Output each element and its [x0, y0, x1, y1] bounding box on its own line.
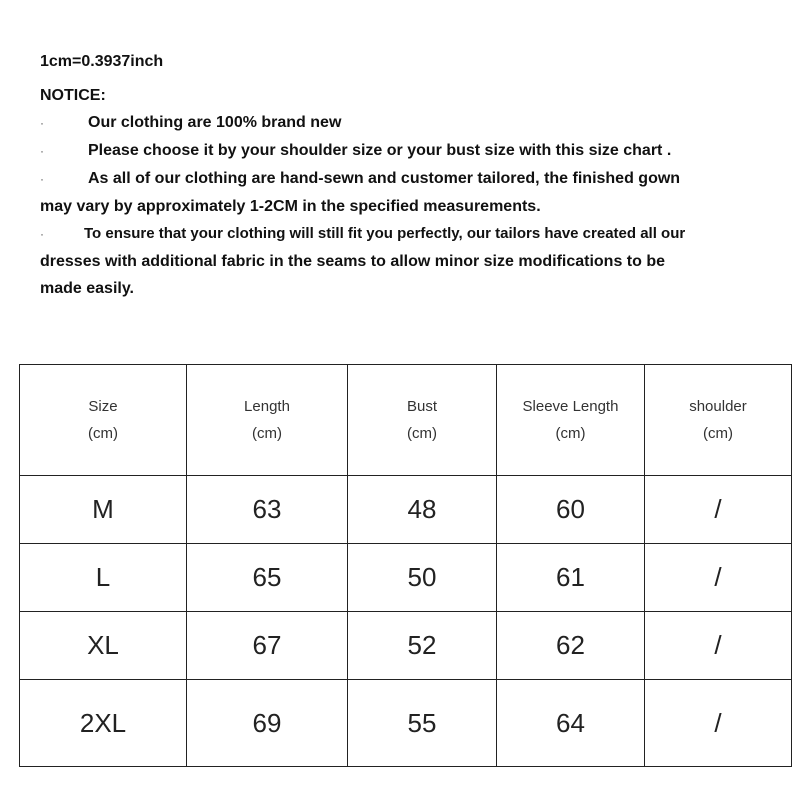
header-label: Bust — [406, 398, 437, 415]
header-unit: (cm) — [407, 425, 437, 442]
header-length — [187, 365, 348, 476]
notice-text-continued: made easily. — [40, 280, 134, 297]
notice-text-continued: may vary by approximately 1-2CM in the specified measurements. — [40, 198, 541, 215]
cell-shoulder: / — [645, 476, 792, 544]
table-row — [20, 680, 792, 767]
notice-text: To ensure that your clothing will still fit you perfectly, our tailors have created all our — [84, 225, 686, 242]
header-label: shoulder — [689, 398, 747, 415]
cell-length: 63 — [187, 476, 348, 544]
bullet-icon: · — [40, 116, 44, 130]
cell-sleeve-length: 60 — [497, 476, 645, 544]
cell-bust: 48 — [348, 476, 497, 544]
notice-section — [40, 48, 760, 302]
bullet-icon: · — [40, 144, 44, 158]
cell-shoulder: / — [645, 612, 792, 680]
notice-text: Our clothing are 100% brand new — [88, 114, 342, 131]
notice-text: Please choose it by your shoulder size or your bust size with this size chart . — [88, 142, 672, 159]
cell-bust: 55 — [348, 680, 497, 767]
size-chart-table — [19, 364, 792, 767]
table-header-row — [20, 365, 792, 476]
notice-title: NOTICE: — [40, 87, 106, 104]
header-shoulder — [645, 365, 792, 476]
cell-shoulder: / — [645, 544, 792, 612]
table-row — [20, 612, 792, 680]
table-row — [20, 544, 792, 612]
cell-length: 69 — [187, 680, 348, 767]
header-label: Size — [88, 398, 118, 415]
header-bust — [348, 365, 497, 476]
cell-bust: 50 — [348, 544, 497, 612]
header-size — [20, 365, 187, 476]
notice-text-continued: dresses with additional fabric in the seams to allow minor size modifications to be — [40, 253, 666, 270]
bullet-icon: · — [40, 172, 44, 186]
cell-bust: 52 — [348, 612, 497, 680]
cell-sleeve-length: 64 — [497, 680, 645, 767]
bullet-icon: · — [40, 227, 44, 241]
header-label: Sleeve Length — [522, 398, 619, 415]
cell-sleeve-length: 61 — [497, 544, 645, 612]
notice-item — [40, 109, 760, 137]
cell-size: XL — [20, 612, 187, 680]
cell-size: 2XL — [20, 680, 187, 767]
cell-length: 65 — [187, 544, 348, 612]
header-unit: (cm) — [88, 425, 118, 442]
cell-length: 67 — [187, 612, 348, 680]
unit-conversion: 1cm=0.3937inch — [40, 53, 164, 70]
notice-item — [40, 165, 760, 193]
header-sleeve-length — [497, 365, 645, 476]
table-row — [20, 476, 792, 544]
notice-item — [40, 220, 760, 248]
header-unit: (cm) — [703, 425, 733, 442]
cell-size: L — [20, 544, 187, 612]
cell-shoulder: / — [645, 680, 792, 767]
notice-text: As all of our clothing are hand-sewn and customer tailored, the finished gown — [88, 170, 681, 187]
cell-sleeve-length: 62 — [497, 612, 645, 680]
header-unit: (cm) — [252, 425, 282, 442]
header-unit: (cm) — [555, 425, 586, 442]
header-label: Length — [244, 398, 290, 415]
cell-size: M — [20, 476, 187, 544]
notice-item — [40, 137, 760, 165]
